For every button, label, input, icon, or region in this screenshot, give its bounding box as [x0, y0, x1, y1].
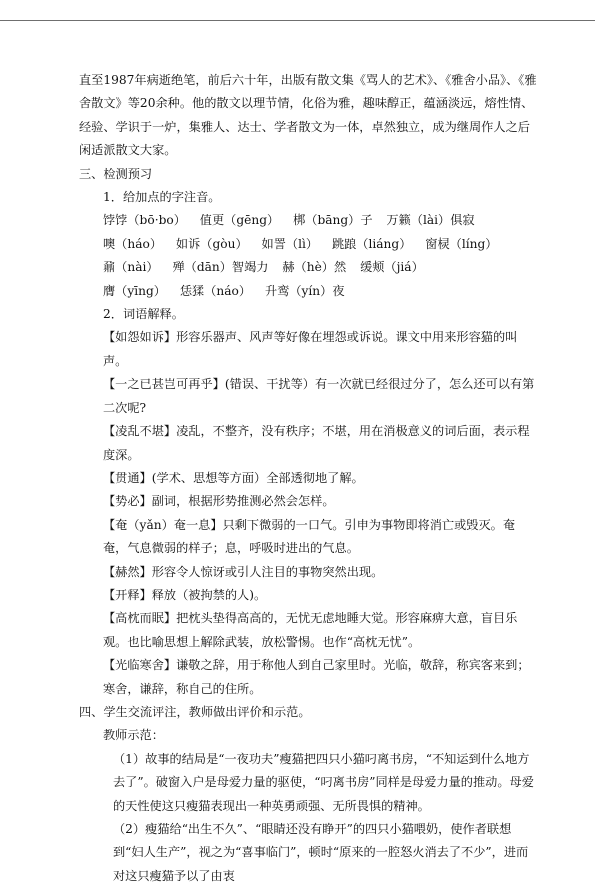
pinyin-item: 噢（háo） [103, 236, 163, 251]
pinyin-item: 恁猱（náo） [179, 283, 252, 298]
term-definition: (错误、干扰等）有一次就已经很过分了，怎么还可以有第二次呢? [103, 377, 535, 415]
term-label: 【高枕而眠】 [103, 611, 177, 626]
pinyin-item: 膺（yīng） [103, 283, 166, 298]
term-label: 【光临寒舍】 [103, 658, 177, 673]
term-definition: 释放（被拘禁的人)。 [151, 587, 267, 602]
pinyin-item: 窗棂（líng） [425, 236, 498, 251]
term-definition: 只剩下微弱的一口气。引申为事物即将消亡或毁灭。奄奄，气息微弱的样子；息，呼吸时进出的气息。 [103, 517, 516, 556]
term-label: 【凌乱不堪】 [103, 424, 177, 439]
pinyin-row [79, 280, 537, 303]
term-definition: (学术、思想等方面）全部透彻地了解。 [151, 470, 364, 485]
pinyin-item: 跳踉（liáng） [331, 236, 412, 251]
term-entry [79, 373, 537, 420]
pinyin-item: 缓颊（jiá） [360, 260, 424, 275]
pinyin-row [79, 233, 537, 256]
term-definition: 形容令人惊讶或引人注目的事物突然出现。 [151, 564, 384, 579]
term-entry [79, 607, 537, 654]
term-label: 【一之已甚岂可再乎】 [103, 377, 225, 392]
pinyin-row [79, 209, 537, 232]
pinyin-item: 殚（dān）智竭力 [172, 260, 269, 275]
term-label: 【贯通】 [103, 470, 152, 485]
document-body [79, 69, 537, 888]
pinyin-row [79, 256, 537, 279]
term-entry [79, 420, 537, 467]
pinyin-item: 升鸾（yín）夜 [264, 283, 345, 298]
term-entry [79, 326, 537, 373]
term-definition: 谦敬之辞，用于称他人到自己家里时。光临，敬辞，称宾客来到；寒舍，谦辞，称自己的住所。 [103, 658, 530, 696]
intro-paragraph: 直至1987年病逝绝笔，前后六十年，出版有散文集《骂人的艺术》、《雅舍小品》、《雅舍散文》等20余种。他的散文以理节情，化俗为雅，趣味醇正，蕴涵淡远，熔性情、经验、学识于一炉，集雅人、达士、学者散文为一体，卓然独立，成为继周作人之后闲适派散文大家。 [79, 73, 537, 158]
section-heading-4: 四、学生交流评注，教师做出评价和示范。 [79, 704, 311, 719]
term-entry [79, 561, 537, 584]
term-definition: 凌乱，不整齐，没有秩序；不堪，用在消极意义的词后面，表示程度深。 [103, 424, 530, 462]
term-definition: 副词，根据形势推测必然会怎样。 [151, 494, 335, 509]
term-entry [79, 584, 537, 607]
pinyin-item: 如詈（lì） [261, 236, 319, 251]
term-definition: 把枕头垫得高高的，无忧无虑地睡大觉。形容麻痹大意，盲目乐观。也比喻思想上解除武装，放松警惕。也作“高枕无忧”。 [103, 611, 518, 649]
teacher-demo-label: 教师示范： [103, 728, 164, 743]
term-entry [79, 514, 537, 561]
term-entry [79, 467, 537, 490]
pinyin-item: 万籁（lài）俱寂 [386, 213, 475, 228]
question-1: 1．给加点的字注音。 [103, 190, 221, 205]
term-entry [79, 490, 537, 513]
pinyin-item: 如诉（gòu） [175, 236, 248, 251]
header-rule [0, 20, 595, 21]
term-label: 【势必】 [103, 494, 152, 509]
term-label: 【奄（yǎn）奄一息】 [103, 517, 223, 532]
pinyin-item: 赫（hè）然 [282, 260, 347, 275]
section-heading-3: 三、检测预习 [79, 166, 153, 181]
pinyin-item: 值更（gēng） [199, 213, 280, 228]
term-label: 【如怨如诉】 [103, 330, 177, 345]
term-definition: 形容乐器声、风声等好像在埋怨或诉说。课文中用来形容猫的叫声。 [103, 330, 518, 368]
term-entry [79, 654, 537, 701]
term-label: 【赫然】 [103, 564, 152, 579]
pinyin-item: 饽饽（bō·bo） [103, 213, 186, 228]
demo-paragraph: （2）瘦猫给“出生不久”、“眼睛还没有睁开”的四只小猫喂奶，使作者联想到“妇人生产”，视之为“喜事临门”，顿时“原来的一腔怒火消去了不少”，进而对这只瘦猫予以了由衷 [113, 822, 529, 883]
question-2: 2．词语解释。 [103, 307, 184, 322]
pinyin-item: 鼐（nài） [103, 260, 159, 275]
pinyin-item: 梆（bāng）子 [293, 213, 373, 228]
term-label: 【开释】 [103, 587, 152, 602]
demo-paragraph: （1）故事的结局是“一夜功夫”瘦猫把四只小猫叼离书房，“不知运到什么地方去了”。破窗入户是母爱力量的驱使，“叼离书房”同样是母爱力量的推动。母爱的天性使这只瘦猫表现出一种英勇顽强、无所畏惧的精神。 [113, 751, 534, 813]
